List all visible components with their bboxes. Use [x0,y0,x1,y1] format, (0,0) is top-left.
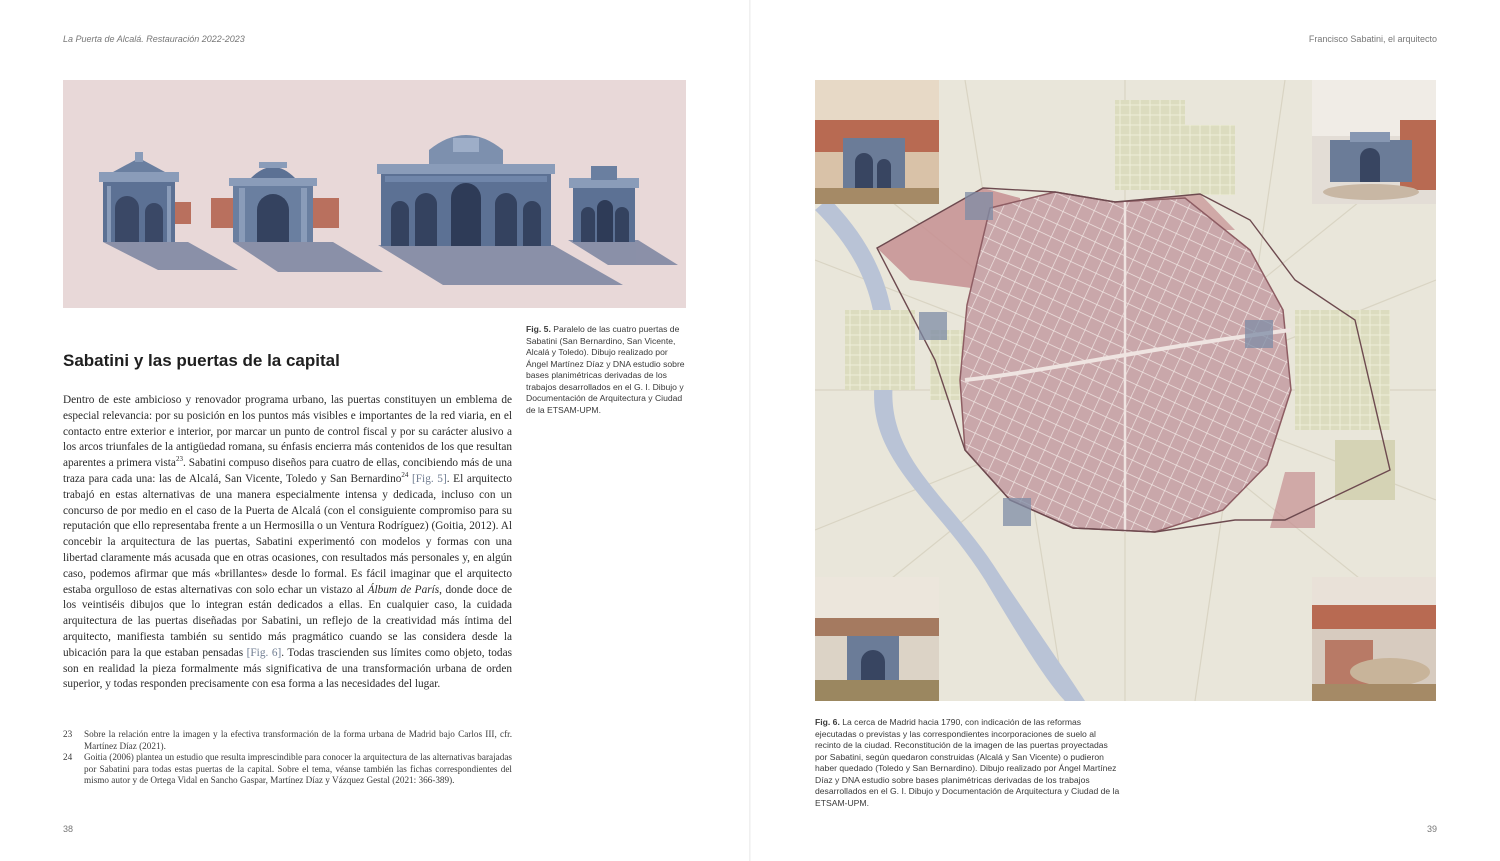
corner-image-bottom-left [815,577,939,701]
footnote-text: Sobre la relación entre la imagen y la efectiva transformación de la forma urbana de Madrid bajo Carlos III, cfr. Martínez Díaz (2021). [84,729,512,751]
section-heading: Sabatini y las puertas de la capital [63,351,340,370]
figure-6-caption-text: La cerca de Madrid hacia 1790, con indicación de las reformas ejecutadas o previstas y las correspondientes incorporaciones de suelo al recinto de la ciudad. Reconstitución de la imagen de las puertas proyectadas por Sabatini, según quedaron construidas (Alcalá y San Vicente) o pudieron haber quedado (Toledo y San Bernardino). Dibujo realizado por Ángel Martínez Díaz y DNA estudio sobre bases planimétricas derivadas de los trabajos desarrollados en el G. I. Dibujo y Documentación de Arquitectura y Ciudad de la ETSAM-UPM. [815,717,1120,808]
body-paragraph [63,393,512,693]
footnote-number: 23 [63,729,73,739]
body-text-1: Dentro de este ambicioso y renovador programa urbano, las puertas constituyen un emblema de especial relevancia: por su posición en los puntos más visibles e importantes de la red viaria, en el contacto entre exterior e interior, por marcar un punto de control fiscal y por su carácter alusivo a los arcos triunfales de la antigüedad romana, su énfasis encierra más contenidos de los que resultan aparentes a primera vista [63,394,512,470]
running-title-right: Francisco Sabatini, el arquitecto [1308,34,1437,44]
running-title-left: La Puerta de Alcalá. Restauración 2022-2023 [63,34,245,44]
figure-6-map-image [815,80,1436,701]
figure-5-label: Fig. 5. [526,324,551,334]
figure-5-gates-image [63,80,686,308]
body-text-5: . Todas trascienden sus límites como objeto, todas son en realidad la pieza formalmente más significativa de una transformación urbana de orden superior, y todas responden precisamente con esa forma a las necesidades del lugar. [63,646,512,691]
figure-5-caption [526,324,688,416]
footnotes [63,729,512,787]
corner-image-bottom-right [1312,577,1436,701]
figure-ref-6[interactable]: [Fig. 6] [246,646,282,659]
footnote-ref-23[interactable]: 23 [175,455,183,464]
book-gutter [749,0,751,861]
body-text-4: , donde doce de los veintiséis dibujos que lo integran están dedicados a ellas. En cualquier caso, la cuidada arquitectura de las puertas diseñadas por Sabatini, un reflejo de la creatividad más íntima del arquitecto, manifiesta también su sentido más pragmático cuando se las considera desde la ubicación para la que estaban pensadas [63,583,512,659]
album-title: Álbum de París [367,583,440,596]
corner-image-top-left [815,80,939,204]
figure-ref-5[interactable]: [Fig. 5] [412,472,447,485]
body-text-3: . El arquitecto trabajó en estas alternativas de una manera especialmente intensa y dedicada, incluso con un concurso de por medio en el caso de la Puerta de Alcalá (con el consiguiente compromiso para su reputación que ello representaba frente a un Hermosilla o un Ventura Rodríguez) (Goitia, 2012). Al concebir la arquitectura de las puertas, Sabatini experimentó con modelos y formas con una libertad claramente más acusada que en otras ocasiones, con resultados más personales y, en algún caso, podemos afirmar que más «brillantes» desde lo formal. Es fácil imaginar que el arquitecto estaba orgulloso de estas alternativas con solo echar un vistazo al [63,472,513,596]
footnote-23 [63,729,512,752]
figure-6-caption [815,717,1120,809]
body-text-2: . Sabatini compuso diseños para cuatro de ellas, concibiendo más de una traza para cada una: las de Alcalá, San Vicente, Toledo y San Bernardino [63,457,512,485]
footnote-ref-24[interactable]: 24 [401,471,409,480]
footnote-24 [63,752,512,787]
figure-6-label: Fig. 6. [815,717,840,727]
corner-image-top-right [1312,80,1436,204]
footnote-text: Goitia (2006) plantea un estudio que resulta imprescindible para conocer la arquitectura de las alternativas barajadas por Sabatini para todas estas puertas de la capital. Sobre el tema, véanse también las fichas correspondientes del mismo autor y de Ortega Vidal en Sancho Gaspar, Martínez Díaz y Vázquez Gestal (2021: 366-389). [84,752,512,786]
page-number-right: 39 [1426,824,1437,834]
figure-5-caption-text: Paralelo de las cuatro puertas de Sabatini (San Bernardino, San Vicente, Alcalá y Toledo). Dibujo realizado por Ángel Martínez Díaz y DNA estudio sobre bases planimétricas derivadas de los trabajos desarrollados en el G. I. Dibujo y Documentación de Arquitectura y Ciudad de la ETSAM-UPM. [526,324,685,415]
page-number-left: 38 [63,824,74,834]
footnote-number: 24 [63,752,73,763]
